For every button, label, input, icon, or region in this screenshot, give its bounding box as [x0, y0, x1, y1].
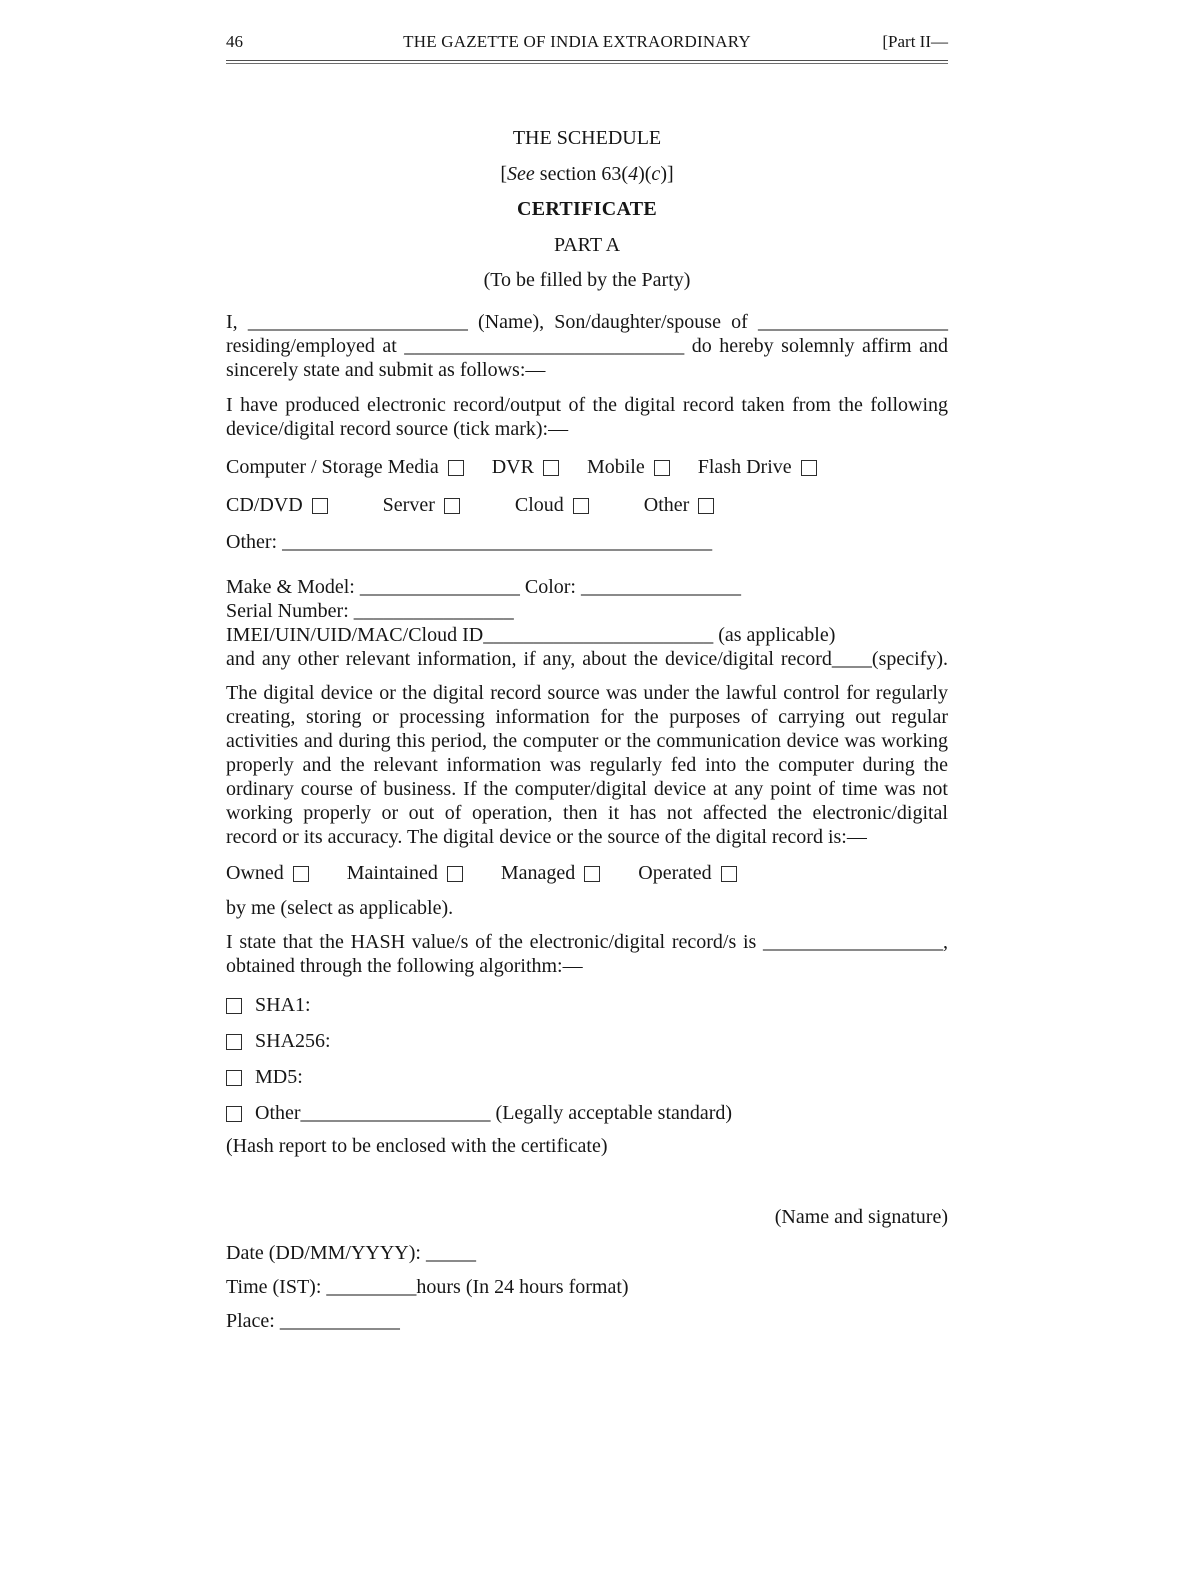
section-reference	[226, 157, 948, 193]
control-option-label: Maintained	[346, 861, 438, 884]
declaration-paragraph	[226, 310, 948, 382]
device-option-server	[383, 494, 460, 516]
time-line: Time (IST): _________hours (In 24 hours format)	[226, 1275, 629, 1298]
device-option-cloud	[515, 494, 589, 516]
device-option-label: DVR	[491, 455, 534, 478]
serial-number-line: Serial Number: ________________	[226, 599, 514, 622]
algorithm-option-other	[226, 1101, 948, 1125]
device-option-label: Cloud	[514, 493, 564, 516]
page-number: 46	[226, 32, 243, 51]
algorithm-label: SHA1:	[255, 993, 311, 1016]
device-option-cd-dvd	[226, 494, 328, 516]
checkbox-sha256[interactable]	[226, 1034, 242, 1050]
section-ref-see: See	[507, 162, 535, 185]
device-option-label: Computer / Storage Media	[226, 455, 439, 478]
control-option-label: Managed	[500, 861, 576, 884]
make-model-color-line: Make & Model: ________________ Color: ________________	[226, 575, 741, 598]
lawful-control-line-5: ordinary course of business. If the computer/digital device at any point of time was not	[226, 777, 948, 800]
lawful-control-line-4: properly and the relevant information was regularly fed into the computer during the	[226, 753, 948, 776]
checkbox-cd-dvd[interactable]	[312, 498, 328, 514]
device-option-label: Server	[382, 493, 435, 516]
checkbox-flash-drive[interactable]	[801, 460, 817, 476]
certificate-heading: CERTIFICATE	[516, 198, 658, 220]
control-option-managed	[501, 862, 600, 884]
part-a-heading: PART A	[553, 233, 621, 256]
checkbox-md5[interactable]	[226, 1070, 242, 1086]
checkbox-sha1[interactable]	[226, 998, 242, 1014]
declaration-line-2: residing/employed at ____________________________ do hereby solemnly affirm and	[226, 334, 948, 357]
by-me-line: by me (select as applicable).	[226, 896, 454, 919]
section-ref-mid2: )(	[638, 162, 652, 185]
device-option-label: Other	[643, 493, 690, 516]
algorithm-label: MD5:	[255, 1065, 303, 1088]
algorithm-option-md5	[226, 1065, 948, 1089]
section-ref-c: c	[651, 162, 661, 185]
checkbox-operated[interactable]	[721, 866, 737, 882]
section-ref-open: [	[500, 162, 508, 185]
lawful-control-line-7: record or its accuracy. The digital device or the source of the digital record is:—	[226, 825, 867, 848]
checkbox-computer-storage-media[interactable]	[448, 460, 464, 476]
declaration-line-3: sincerely state and submit as follows:—	[226, 358, 546, 381]
page-header	[226, 0, 948, 52]
lawful-control-line-2: creating, storing or processing information for the purposes of carrying out regular	[226, 705, 948, 728]
hash-statement-line-2: obtained through the following algorithm:—	[226, 954, 583, 977]
checkbox-mobile[interactable]	[654, 460, 670, 476]
device-option-label: CD/DVD	[226, 493, 303, 516]
filled-by-note: (To be filled by the Party)	[483, 269, 691, 291]
device-details-block	[226, 575, 948, 671]
checkbox-other-algorithm[interactable]	[226, 1106, 242, 1122]
algorithm-label: Other___________________ (Legally acceptable standard)	[255, 1101, 733, 1124]
date-line: Date (DD/MM/YYYY): _____	[226, 1241, 476, 1264]
schedule-title: THE SCHEDULE	[512, 127, 662, 149]
gazette-title: THE GAZETTE OF INDIA EXTRAORDINARY	[403, 32, 751, 51]
hash-statement-line-1: I state that the HASH value/s of the electronic/digital record/s is __________________,	[226, 930, 948, 953]
control-type-row	[226, 861, 948, 885]
checkbox-dvr[interactable]	[543, 460, 559, 476]
section-ref-close: )]	[660, 162, 674, 185]
produced-line-1: I have produced electronic record/output of the digital record taken from the following	[226, 393, 948, 416]
section-ref-mid1: section 63(	[534, 162, 629, 185]
algorithm-label: SHA256:	[255, 1029, 331, 1052]
lawful-control-line-1: The digital device or the digital record source was under the lawful control for regularly	[226, 681, 948, 704]
control-option-label: Operated	[638, 861, 712, 884]
device-option-label: Mobile	[586, 455, 645, 478]
control-option-owned	[226, 862, 309, 884]
other-source-line: Other: ___________________________________________	[226, 530, 713, 553]
device-option-flash-drive	[698, 456, 817, 478]
imei-line: IMEI/UIN/UID/MAC/Cloud ID_______________________ (as applicable)	[226, 623, 836, 646]
device-option-other	[644, 494, 715, 516]
declaration-line-1: I, ______________________ (Name), Son/daughter/spouse of ___________________	[226, 310, 948, 333]
hash-statement-paragraph	[226, 930, 948, 978]
lawful-control-line-6: working properly or out of operation, then it has not affected the electronic/digital	[226, 801, 948, 824]
header-double-rule	[226, 60, 948, 64]
device-source-row-1	[226, 455, 948, 479]
signature-label: (Name and signature)	[774, 1205, 948, 1228]
device-option-label: Flash Drive	[697, 455, 792, 478]
other-info-line: and any other relevant information, if any, about the device/digital record____(specify).	[226, 647, 948, 670]
lawful-control-line-3: activities and during this period, the computer or the communication device was working	[226, 729, 948, 752]
control-option-label: Owned	[226, 861, 284, 884]
algorithm-option-sha256	[226, 1029, 948, 1053]
checkbox-owned[interactable]	[293, 866, 309, 882]
control-option-operated	[638, 862, 736, 884]
produced-paragraph	[226, 393, 948, 441]
place-line: Place: ____________	[226, 1309, 400, 1332]
checkbox-managed[interactable]	[584, 866, 600, 882]
lawful-control-paragraph	[226, 681, 948, 849]
control-option-maintained	[347, 862, 463, 884]
part-label: [Part II—	[882, 32, 948, 51]
hash-report-note: (Hash report to be enclosed with the certificate)	[226, 1134, 608, 1157]
checkbox-server[interactable]	[444, 498, 460, 514]
algorithm-option-sha1	[226, 993, 948, 1017]
checkbox-other-device[interactable]	[698, 498, 714, 514]
device-option-computer-storage-media	[226, 456, 464, 478]
device-option-mobile	[587, 456, 670, 478]
section-ref-four: 4	[628, 162, 639, 185]
checkbox-maintained[interactable]	[447, 866, 463, 882]
schedule-heading-block	[226, 121, 948, 299]
checkbox-cloud[interactable]	[573, 498, 589, 514]
device-option-dvr	[492, 456, 559, 478]
device-source-row-2	[226, 493, 948, 517]
produced-line-2: device/digital record source (tick mark):—	[226, 417, 569, 440]
